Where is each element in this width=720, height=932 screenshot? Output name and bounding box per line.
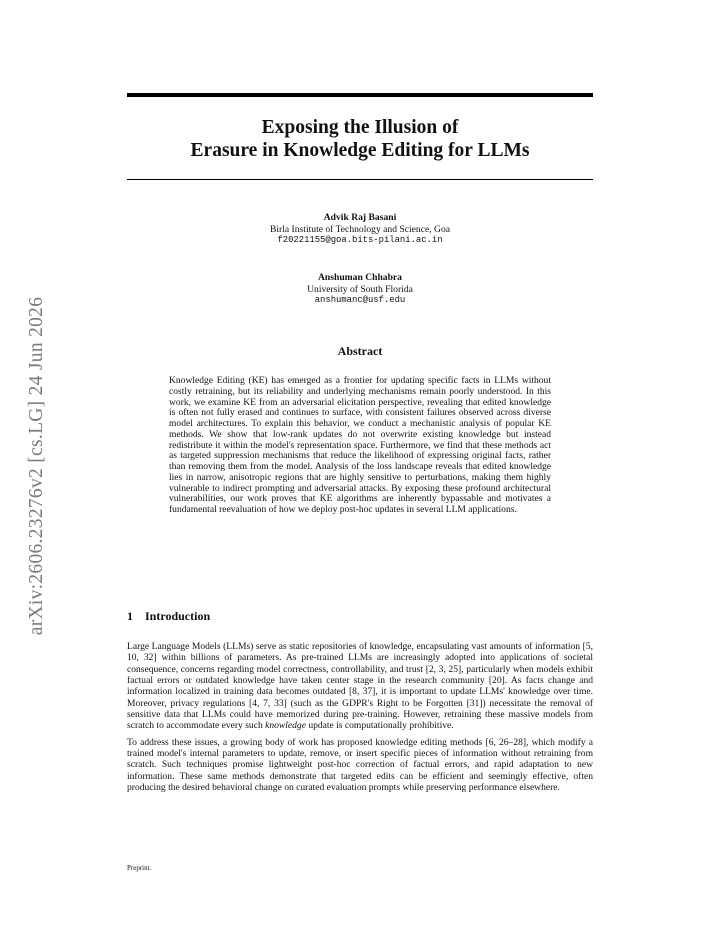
author-name: Advik Raj Basani	[323, 212, 397, 223]
title-bottom-rule	[127, 179, 593, 180]
author-email[interactable]: anshumanc@usf.edu	[314, 295, 406, 305]
abstract-body	[169, 376, 551, 516]
author-name: Anshuman Chhabra	[318, 272, 402, 283]
section-heading	[127, 609, 210, 624]
author-affiliation: University of South Florida	[307, 283, 413, 295]
author-email[interactable]: f20221155@goa.bits-pilani.ac.in	[277, 235, 443, 245]
paragraph	[127, 641, 593, 732]
arxiv-identifier-stamp	[0, 0, 47, 932]
introduction-body	[127, 641, 593, 798]
section-number: 1	[127, 609, 133, 623]
author-block-2	[127, 272, 593, 307]
paragraph: To address these issues, a growing body of work has proposed knowledge editing methods [6, 26–28], which modify a trained model's internal parameters to update, remove, or insert specific pieces of information without retraining from scratch. Such techniques promise lightweight post-hoc correction of factual errors, and rapid adaptation to new information. These same methods demonstrate that targeted edits can be efficient and seemingly effective, often producing the desired behavioral change on curated evaluation prompts while preserving performance elsewhere.	[127, 736, 593, 794]
section-title: Introduction	[145, 609, 211, 623]
arxiv-stamp-text: arXiv:2606.23276v2 [cs.LG] 24 Jun 2026	[26, 296, 47, 636]
author-block-1	[127, 212, 593, 247]
abstract-heading: Abstract	[337, 344, 383, 358]
paragraph-text: update is computationally prohibitive.	[305, 720, 454, 732]
paragraph-text: Large Language Models (LLMs) serve as static repositories of knowledge, encapsulating vast amounts of information [5, 10, 32] within billions of parameters. As pre-trained LLMs are increasingly adopted into applications of societal consequence, concerns regarding model correctness, controllability, and trust [2, 3, 25], particularly when models exhibit factual errors or outdated knowledge have taken center stage in the research community [20]. As facts change and information localized in training data becomes outdated [8, 37], it is important to update LLMs' knowledge over time. Moreover, privacy regulations [4, 7, 33] (such as the GDPR's Right to be Forgotten [31]) necessitate the removal of sensitive data that LLMs could have memorized during pre-training. However, retraining these massive models from scratch to accommodate every such	[127, 641, 593, 732]
author-affiliation: Birla Institute of Technology and Science, Goa	[269, 223, 451, 235]
emphasized-word: knowledge	[265, 720, 306, 732]
title-line-1: Exposing the Illusion of	[261, 117, 459, 138]
preprint-footnote: Preprint.	[127, 864, 152, 872]
abstract-text: Knowledge Editing (KE) has emerged as a frontier for updating specific facts in LLMs without costly retraining, but its reliability and underlying mechanisms remain poorly understood. In this work, we examine KE from an adversarial elicitation perspective, revealing that edited knowledge is often not fully erased and continues to surface, with consistent failures observed across diverse model architectures. To explain this behavior, we conduct a mechanistic analysis of popular KE methods. We show that low-rank updates do not overwrite existing knowledge but instead redistribute it within the model's representation space. Furthermore, we find that these methods act as targeted suppression mechanisms that reduce the likelihood of expressing original facts, rather than removing them from the model. Analysis of the loss landscape reveals that edited knowledge lies in narrow, anisotropic regions that are highly sensitive to perturbations, making them highly vulnerable to indirect prompting and adversarial attacks. By exposing these profound architectural vulnerabilities, our work proves that KE algorithms are inherently bypassable and motivates a fundamental reevaluation of how we deploy post-hoc updates in several LLM applications.	[169, 375, 551, 515]
paper-title	[127, 116, 593, 162]
title-top-rule	[127, 93, 593, 97]
title-line-2: Erasure in Knowledge Editing for LLMs	[190, 140, 530, 161]
